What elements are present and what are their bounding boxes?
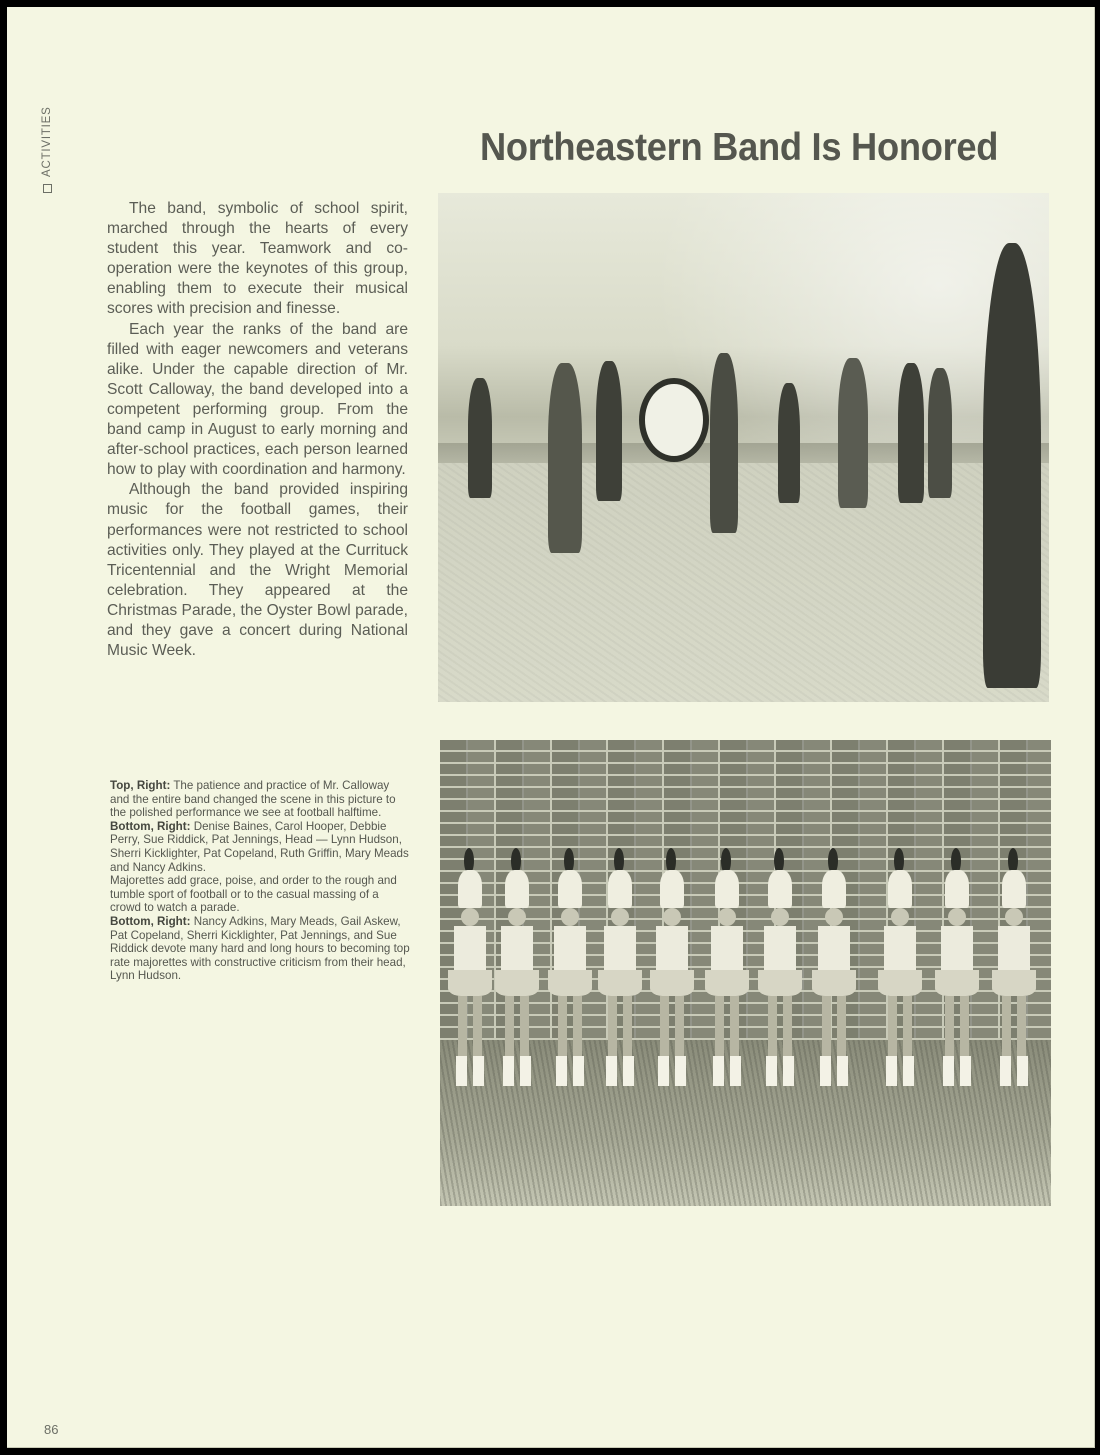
band-member-figure [898, 363, 924, 503]
band-member-figure [710, 353, 738, 533]
caption-label: Top, Right: [110, 779, 171, 792]
photo-captions [110, 779, 410, 983]
band-member-figure [596, 361, 622, 501]
majorette-figure [992, 870, 1036, 1110]
square-bullet-icon [43, 184, 52, 193]
majorette-figure [758, 870, 802, 1110]
band-member-figure [468, 378, 492, 498]
article-body [107, 199, 408, 661]
majorette-figure [448, 870, 492, 1110]
section-tab [41, 106, 53, 193]
article-paragraph: The band, symbolic of school spirit, marched through the hearts of every student this year. Teamwork and co-operation were the keynotes of this group, enabling them to execute their musical scores with precision and finesse. [107, 200, 408, 318]
caption-majorettes [110, 874, 410, 915]
band-member-figure [548, 363, 582, 553]
majorette-figure [878, 870, 922, 1110]
yearbook-page [7, 7, 1095, 1448]
caption-bottom-right-2 [110, 915, 410, 983]
caption-label: Bottom, Right: [110, 914, 191, 928]
caption-text: Nancy Adkins, Mary Meads, Gail Askew, Pat Copeland, Sherri Kicklighter, Pat Jennings, and Sue Riddick devote many hard and long hours to becoming top rate majorettes with constructive criticism from their head, Lynn Hudson. [110, 914, 410, 983]
majorette-figure [548, 870, 592, 1110]
majorette-figure [650, 870, 694, 1110]
majorette-figure [495, 870, 539, 1110]
band-member-figure [778, 383, 800, 503]
page-title: Northeastern Band Is Honored [480, 126, 999, 169]
caption-text: Denise Baines, Carol Hooper, Debbie Perry, Sue Riddick, Pat Jennings, Head — Lynn Hudson, Sherri Kicklighter, Pat Copeland, Ruth Griffin, Mary Meads and Nancy Adkins. [110, 819, 409, 874]
majorette-figure [812, 870, 856, 1110]
caption-text: Majorettes add grace, poise, and order to the rough and tumble sport of football or to the casual massing of a crowd to watch a parade. [110, 874, 397, 915]
band-member-figure [838, 358, 868, 508]
caption-bottom-right [110, 820, 410, 874]
bass-drum [639, 378, 709, 462]
band-director-figure [983, 243, 1041, 688]
section-label: ACTIVITIES [41, 106, 53, 177]
caption-top-right [110, 779, 410, 820]
caption-text: The patience and practice of Mr. Calloway and the entire band changed the scene in this picture to the polished performance we see at football halftime. [110, 779, 396, 820]
photo-field [438, 463, 1049, 702]
article-paragraph: Although the band provided inspiring music for the football games, their performances were not restricted to school activities only. They played at the Currituck Tricentennial and the Wright Memorial celebration. They appeared at the Christmas Parade, the Oyster Bowl parade, and they gave a concert during National Music Week. [107, 481, 408, 660]
majorette-figure [935, 870, 979, 1110]
article-paragraph: Each year the ranks of the band are filled with eager newcomers and veterans alike. Under the capable direction of Mr. Scott Calloway, the band developed into a competent performing group. From the band camp in August to early morning and after-school practices, each person learned how to play with coordination and harmony. [107, 320, 408, 479]
page-number: 86 [44, 1422, 59, 1437]
majorettes-group-photo [440, 740, 1051, 1206]
marching-band-practice-photo [438, 193, 1049, 702]
majorette-figure [705, 870, 749, 1110]
majorette-figure [598, 870, 642, 1110]
caption-label: Bottom, Right: [110, 819, 191, 833]
band-member-figure [928, 368, 952, 498]
